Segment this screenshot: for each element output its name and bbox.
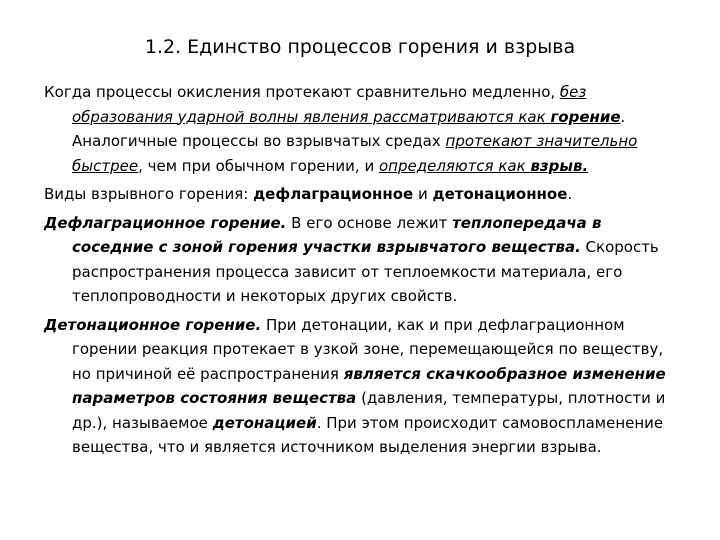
term-explosion: взрыв. — [530, 156, 589, 175]
emphasis-parameter-change: является скачкообразное изменение параметров состояния вещества — [72, 364, 666, 407]
slide-body — [44, 80, 684, 464]
paragraph-deflagration — [44, 211, 684, 309]
underlined-phrase: без образования ударной волны явления рассматриваются как — [72, 83, 587, 126]
text: . Аналогичные процессы во взрывчатых средах — [72, 107, 626, 150]
text: (давления, температуры, плотности и др.), называемое — [72, 389, 666, 432]
paragraph-types — [44, 182, 684, 207]
heading-deflagration: Дефлаграционное горение. — [44, 213, 287, 232]
emphasis-heat-transfer: теплопередача в соседние с зоной горения участки взрывчатого вещества. — [72, 213, 602, 256]
slide-title: 1.2. Единство процессов горения и взрыва — [144, 36, 576, 58]
heading-detonation: Детонационное горение. — [44, 315, 262, 334]
text: Виды взрывного горения: — [44, 185, 254, 203]
term-deflagration: дефлаграционное — [253, 185, 414, 203]
paragraph-combustion — [44, 80, 684, 178]
underlined-text — [379, 157, 588, 175]
text: Когда процессы окисления протекают сравнительно медленно, — [44, 83, 560, 101]
term-combustion: горение — [550, 107, 621, 126]
text: . — [567, 185, 573, 203]
term-detonation: детонационное — [432, 185, 568, 203]
text: . При этом происходит самовоспламенение вещества, что и является источником выделения энергии взрыва. — [72, 413, 664, 456]
underlined-text: протекают значительно быстрее — [72, 132, 638, 175]
term-detonation-named: детонацией — [212, 413, 317, 432]
underlined-phrase: определяются как — [379, 156, 531, 175]
text: При детонации, как и при дефлаграционном горении реакция протекает в узкой зоне, перемещающейся по веществу, но причиной её распространения — [72, 315, 664, 383]
paragraph-detonation — [44, 313, 684, 460]
text: , чем при обычном горении, и — [138, 156, 379, 175]
text: Скорость распространения процесса зависит от теплоемкости материала, его теплопроводности и некоторых других свойств. — [72, 238, 659, 305]
text: В его основе лежит — [286, 213, 453, 232]
text: и — [413, 185, 433, 203]
